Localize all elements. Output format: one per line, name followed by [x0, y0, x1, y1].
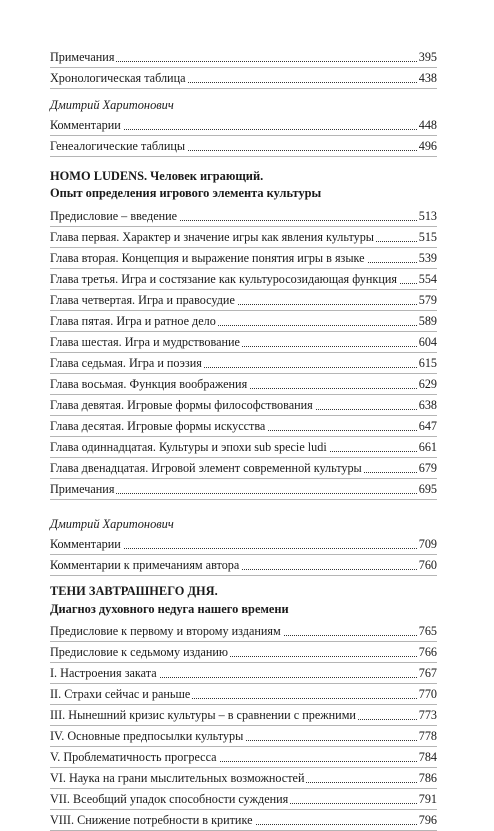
toc-entry-title: Глава двенадцатая. Игровой элемент современной культуры	[50, 458, 364, 479]
toc-entry[interactable]	[50, 437, 437, 458]
book-subtitle: Диагноз духовного недуга нашего времени	[50, 602, 289, 616]
toc-entry[interactable]	[50, 269, 437, 290]
toc-entry-page: 695	[417, 479, 437, 500]
toc-entry[interactable]	[50, 68, 437, 89]
toc-entry[interactable]	[50, 642, 437, 663]
toc-entry-title: Глава пятая. Игра и ратное дело	[50, 311, 218, 332]
toc-entry-title: Глава четвертая. Игра и правосудие	[50, 290, 237, 311]
toc-entry[interactable]	[50, 206, 437, 227]
toc-top-list	[50, 47, 437, 89]
toc-entry-page: 760	[417, 555, 437, 576]
toc-entry-title: VIII. Снижение потребности в критике	[50, 810, 255, 831]
toc-entry-page: 765	[417, 621, 437, 642]
toc-entry[interactable]	[50, 248, 437, 269]
toc-entry-page: 496	[417, 136, 437, 157]
author-entries-list	[50, 115, 437, 157]
toc-entry-page: 786	[417, 768, 437, 789]
toc-entry[interactable]	[50, 353, 437, 374]
toc-entry-page: 579	[417, 290, 437, 311]
toc-entry-title: Глава вторая. Концепция и выражение понятия игры в языке	[50, 248, 367, 269]
toc-entry-title: IV. Основные предпосылки культуры	[50, 726, 245, 747]
book-subtitle: Опыт определения игрового элемента культуры	[50, 186, 322, 200]
toc-entry-title: Примечания	[50, 47, 116, 68]
toc-entry-page: 770	[417, 684, 437, 705]
toc-entry-title: VII. Всеобщий упадок способности суждения	[50, 789, 290, 810]
toc-entry[interactable]	[50, 726, 437, 747]
toc-entry-title: Глава восьмая. Функция воображения	[50, 374, 249, 395]
toc-entry-page: 604	[417, 332, 437, 353]
toc-entry-page: 647	[417, 416, 437, 437]
toc-entry-page: 589	[417, 311, 437, 332]
toc-entry-page: 766	[417, 642, 437, 663]
toc-entry-title: Глава шестая. Игра и мудрствование	[50, 332, 242, 353]
toc-entry[interactable]	[50, 810, 437, 831]
toc-entry-page: 679	[417, 458, 437, 479]
toc-entry-page: 513	[417, 206, 437, 227]
toc-entry-title: III. Нынешний кризис культуры – в сравнении с прежними	[50, 705, 358, 726]
toc-entry-page: 629	[417, 374, 437, 395]
toc-entry[interactable]	[50, 416, 437, 437]
toc-entry-title: I. Настроения заката	[50, 663, 159, 684]
toc-entry-page: 778	[417, 726, 437, 747]
toc-entry-title: Примечания	[50, 479, 116, 500]
toc-entry[interactable]	[50, 136, 437, 157]
book-title: HOMO LUDENS. Человек играющий.	[50, 169, 264, 183]
toc-entry-title: Предисловие – введение	[50, 206, 179, 227]
toc-entry[interactable]	[50, 332, 437, 353]
toc-entry-title: Глава первая. Характер и значение игры как явления культуры	[50, 227, 376, 248]
toc-entry-title: Глава третья. Игра и состязание как культуросозидающая функция	[50, 269, 399, 290]
toc-entry-title: Глава одиннадцатая. Культуры и эпохи sub specie ludi	[50, 437, 329, 458]
book-title: ТЕНИ ЗАВТРАШНЕГО ДНЯ.	[50, 584, 218, 598]
book-title-spacer	[50, 527, 437, 544]
toc-entry-page: 539	[417, 248, 437, 269]
toc-entry-page: 438	[417, 68, 437, 89]
toc-entry-title: II. Страхи сейчас и раньше	[50, 684, 192, 705]
toc-entry-title: Глава десятая. Игровые формы искусства	[50, 416, 267, 437]
toc-entry-title: VI. Наука на грани мыслительных возможностей	[50, 768, 306, 789]
toc-entry-title: Глава девятая. Игровые формы философствования	[50, 395, 315, 416]
toc-entry[interactable]	[50, 768, 437, 789]
toc-entry[interactable]	[50, 705, 437, 726]
toc-entry-page: 773	[417, 705, 437, 726]
toc-entry[interactable]	[50, 747, 437, 768]
toc-entry-page: 638	[417, 395, 437, 416]
toc-entry-title: Комментарии к примечаниям автора	[50, 555, 241, 576]
toc-entry[interactable]	[50, 311, 437, 332]
toc-entry[interactable]	[50, 663, 437, 684]
toc-entry-page: 448	[417, 115, 437, 136]
toc-entry-page: 395	[417, 47, 437, 68]
toc-entry[interactable]	[50, 621, 437, 642]
toc-entry-page: 767	[417, 663, 437, 684]
toc-entry-title: Комментарии	[50, 534, 123, 555]
toc-entry-title: Предисловие к первому и второму изданиям	[50, 621, 283, 642]
toc-entry-page: 796	[417, 810, 437, 831]
toc-entry[interactable]	[50, 555, 437, 576]
toc-entry[interactable]	[50, 395, 437, 416]
toc-entry[interactable]	[50, 115, 437, 136]
toc-entry-title: Предисловие к седьмому изданию	[50, 642, 230, 663]
book-contents-list	[50, 206, 437, 500]
toc-entry-page: 784	[417, 747, 437, 768]
toc-entry-page: 615	[417, 353, 437, 374]
toc-entry-title: Генеалогические таблицы	[50, 136, 187, 157]
author-name: Дмитрий Харитонович	[50, 517, 174, 531]
toc-entry[interactable]	[50, 227, 437, 248]
toc-entry[interactable]	[50, 479, 437, 500]
toc-entry[interactable]	[50, 290, 437, 311]
toc-entry-title: Комментарии	[50, 115, 123, 136]
toc-entry-title: Хронологическая таблица	[50, 68, 188, 89]
toc-entry-page: 554	[417, 269, 437, 290]
toc-entry-title: V. Проблематичность прогресса	[50, 747, 219, 768]
toc-entry-title: Глава седьмая. Игра и поэзия	[50, 353, 204, 374]
toc-entry[interactable]	[50, 458, 437, 479]
toc-entry[interactable]	[50, 374, 437, 395]
toc-entry-page: 515	[417, 227, 437, 248]
toc-entry-page: 791	[417, 789, 437, 810]
author-name: Дмитрий Харитонович	[50, 98, 174, 112]
toc-entry-page: 709	[417, 534, 437, 555]
toc-entry[interactable]	[50, 684, 437, 705]
toc-entry[interactable]	[50, 47, 437, 68]
toc-entry-page: 661	[417, 437, 437, 458]
